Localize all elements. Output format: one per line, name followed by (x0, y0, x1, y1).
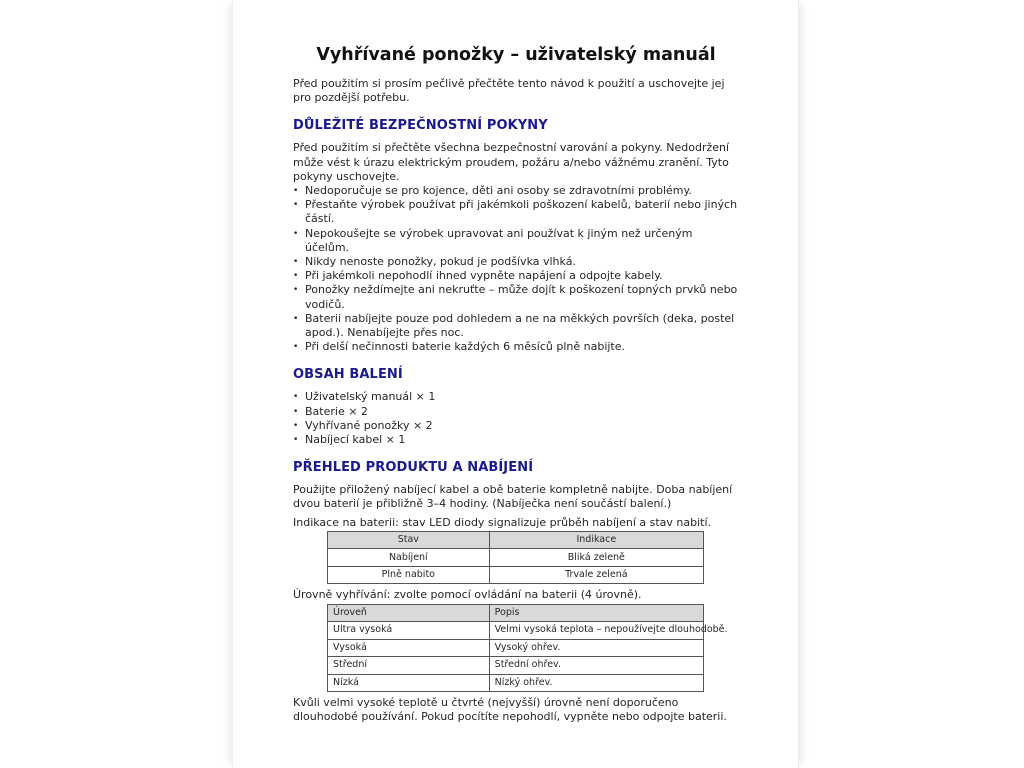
list-item: • Baterii nabíjejte pouze pod dohledem a ne na měkkých površích (deka, postel apod.). Nenabíjejte přes noc. (293, 312, 739, 340)
intro-paragraph: Před použitím si prosím pečlivě přečtěte tento návod k použití a uschovejte jej pro pozdější potřebu. (293, 77, 725, 105)
table-row (328, 639, 704, 657)
table-cell: Vysoký ohřev. (489, 639, 703, 657)
table-cell: Nabíjení (328, 549, 490, 567)
table-cell: Vysoká (328, 639, 490, 657)
table-cell: Trvale zelená (489, 566, 703, 584)
column-header: Stav (328, 531, 490, 549)
led-indication-table (327, 531, 704, 585)
document-content (293, 44, 739, 724)
table-cell: Nízký ohřev. (489, 674, 703, 692)
table-cell: Ultra vysoká (328, 622, 490, 640)
table-cell: Nízká (328, 674, 490, 692)
table-row (328, 674, 704, 692)
overview-heading: PŘEHLED PRODUKTU A NABÍJENÍ (293, 460, 534, 476)
table-header-row (328, 531, 704, 549)
list-item: • Baterie × 2 (293, 405, 739, 419)
table-row (328, 622, 704, 640)
table-cell: Velmi vysoká teplota – nepoužívejte dlouhodobě. (489, 622, 703, 640)
column-header: Indikace (489, 531, 703, 549)
led-intro: Indikace na baterii: stav LED diody signalizuje průběh nabíjení a stav nabití. (293, 515, 712, 529)
table-cell: Plně nabito (328, 566, 490, 584)
list-item: • Nepokoušejte se výrobek upravovat ani používat k jiným než určeným účelům. (293, 227, 739, 255)
table-row (328, 549, 704, 567)
table-cell: Bliká zeleně (489, 549, 703, 567)
safety-paragraph: Před použitím si přečtěte všechna bezpečnostní varování a pokyny. Nedodržení může vést k úrazu elektrickým proudem, požáru a/nebo vážnému zranění. Tyto pokyny uschovejte. (293, 141, 730, 183)
heating-levels-table (327, 604, 728, 693)
list-item: • Nedoporučuje se pro kojence, děti ani osoby se zdravotními problémy. (293, 184, 739, 198)
document-title: Vyhřívané ponožky – uživatelský manuál (316, 45, 716, 65)
list-item: • Nikdy nenoste ponožky, pokud je podšívka vlhká. (293, 255, 739, 269)
overview-paragraph: Použijte přiložený nabíjecí kabel a obě baterie kompletně nabijte. Doba nabíjení dvou baterií je přibližně 3–4 hodiny. (Nabíječka není součástí balení.) (293, 483, 733, 511)
safety-list (293, 184, 739, 354)
closing-paragraph: Kvůli velmi vysoké teplotě u čtvrté (nejvyšší) úrovně není doporučeno dlouhodobé používání. Pokud pocítíte nepohodlí, vypněte nebo odpojte baterii. (293, 696, 727, 724)
list-item: • Uživatelský manuál × 1 (293, 390, 739, 404)
list-item: • Přestaňte výrobek používat při jakémkoli poškození kabelů, baterií nebo jiných částí. (293, 198, 739, 226)
safety-heading: DŮLEŽITÉ BEZPEČNOSTNÍ POKYNY (293, 118, 548, 134)
list-item: • Ponožky neždímejte ani nekruťte – může dojít k poškození topných prvků nebo vodičů. (293, 283, 739, 311)
table-cell: Střední ohřev. (489, 657, 703, 675)
column-header: Popis (489, 604, 703, 622)
list-item: • Při jakémkoli nepohodlí ihned vypněte napájení a odpojte kabely. (293, 269, 739, 283)
list-item: • Nabíjecí kabel × 1 (293, 433, 739, 447)
document-page (232, 0, 799, 768)
table-header-row (328, 604, 704, 622)
list-item: • Vyhřívané ponožky × 2 (293, 419, 739, 433)
levels-intro: Úrovně vyhřívání: zvolte pomocí ovládání na baterii (4 úrovně). (293, 588, 642, 602)
package-list (293, 390, 739, 447)
table-row (328, 566, 704, 584)
package-heading: OBSAH BALENÍ (293, 367, 403, 383)
table-row (328, 657, 704, 675)
column-header: Úroveň (328, 604, 490, 622)
table-cell: Střední (328, 657, 490, 675)
list-item: • Při delší nečinnosti baterie každých 6 měsíců plně nabijte. (293, 340, 739, 354)
